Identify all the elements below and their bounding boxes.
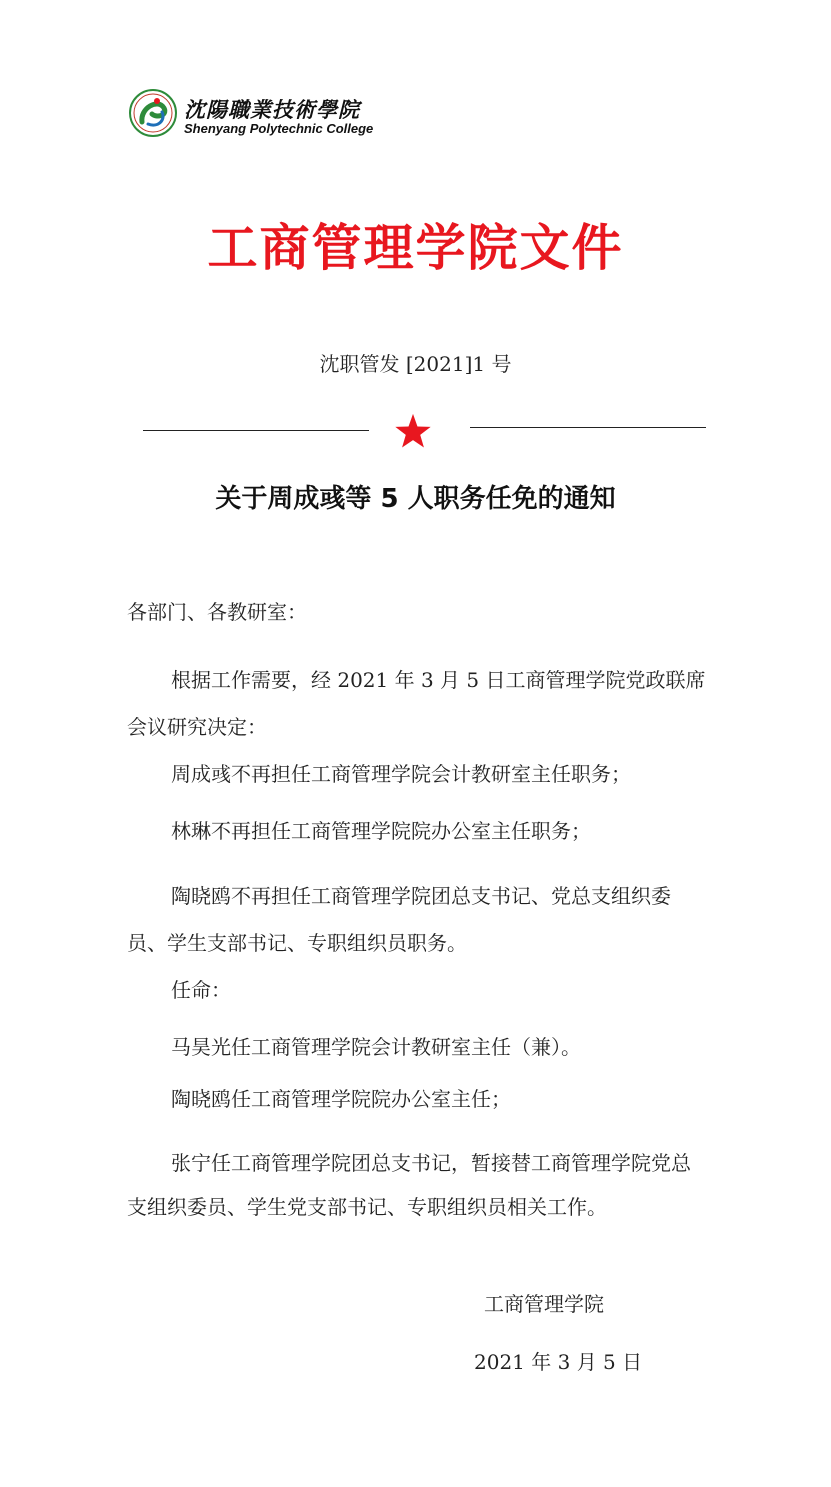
document-number: 沈职管发 [2021]1 号 (319, 352, 512, 376)
separator-line-left (143, 430, 369, 431)
salutation: 各部门、各教研室： (127, 600, 307, 624)
separator-line-right (470, 427, 706, 428)
paragraph-removal-1: 周成彧不再担任工商管理学院会计教研室主任职务； (171, 762, 631, 786)
signature-date: 2021 年 3 月 5 日 (474, 1350, 643, 1374)
paragraph-removal-2: 林琳不再担任工商管理学院院办公室主任职务； (171, 819, 591, 843)
signature-unit: 工商管理学院 (484, 1292, 604, 1316)
college-emblem-icon (128, 88, 178, 138)
paragraph-appointment-heading: 任命： (171, 978, 231, 1002)
paragraph-appointment-2: 陶晓鸥任工商管理学院院办公室主任； (171, 1087, 511, 1111)
notice-subject: 关于周成彧等 5 人职务任免的通知 (215, 484, 616, 514)
college-name-en: Shenyang Polytechnic College (184, 121, 374, 136)
paragraph-removal-3: 陶晓鸥不再担任工商管理学院团总支书记、党总支组织委员、学生支部书记、专职组织员职务。 (127, 884, 671, 955)
college-name-cn: 沈陽職業技術學院 (184, 97, 360, 122)
paragraph-decision: 根据工作需要，经 2021 年 3 月 5 日工商管理学院党政联席会议研究决定： (127, 668, 706, 739)
red-star-icon (394, 412, 432, 450)
document-title: 工商管理学院文件 (207, 219, 624, 277)
paragraph-appointment-1: 马昊光任工商管理学院会计教研室主任（兼）。 (171, 1035, 581, 1059)
college-logo (128, 88, 374, 144)
paragraph-appointment-3: 张宁任工商管理学院团总支书记，暂接替工商管理学院党总支组织委员、学生党支部书记、专职组织员相关工作。 (127, 1151, 691, 1219)
